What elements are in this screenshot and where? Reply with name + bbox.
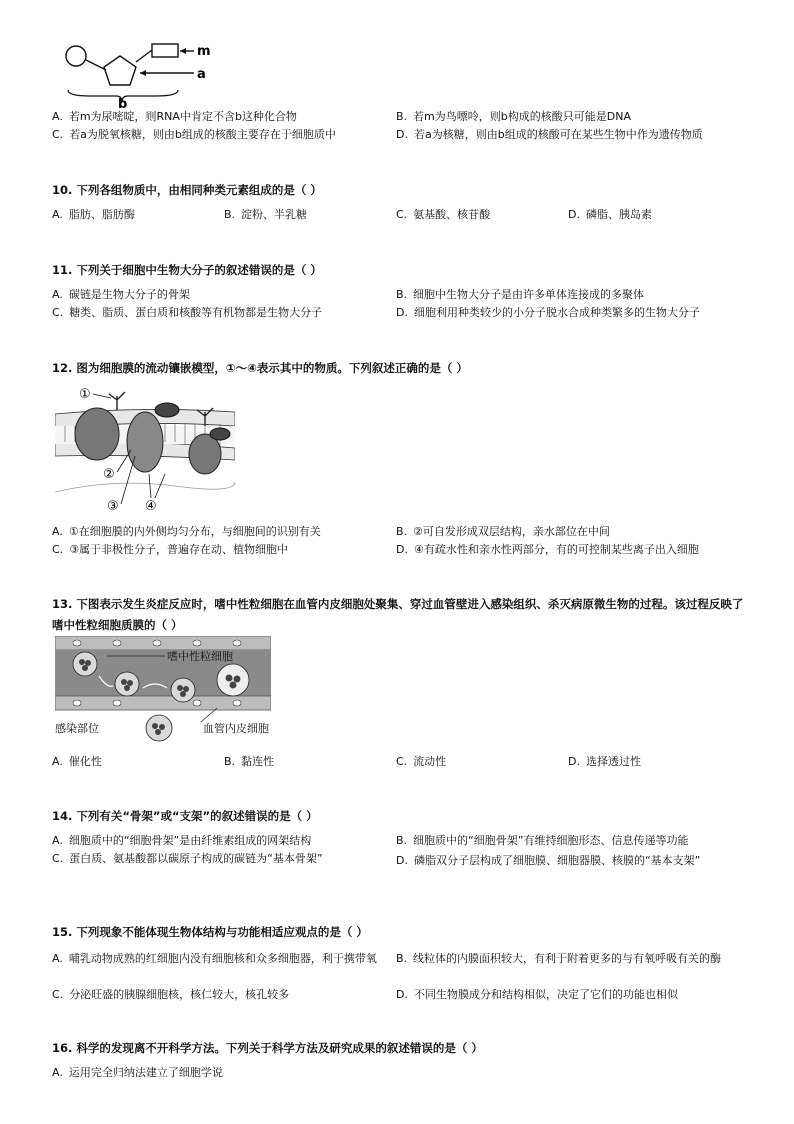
label-1: ① [79, 387, 91, 402]
option-label: B. [224, 755, 236, 768]
q13-option-d[interactable] [568, 755, 641, 769]
label-infection-site: 感染部位 [55, 722, 99, 735]
base-rect [152, 44, 178, 57]
label-b: b [118, 97, 128, 108]
option-text: 不同生物膜成分和结构相似，决定了它们的功能也相似 [413, 988, 678, 1001]
q11-option-b[interactable] [396, 288, 644, 302]
option-text: 磷脂、胰岛素 [585, 208, 652, 221]
option-text: ③属于非极性分子，普遍存在动、植物细胞中 [69, 543, 289, 556]
phosphate-circle [66, 46, 86, 66]
option-label: C. [396, 208, 408, 221]
q9-option-c[interactable] [52, 128, 336, 142]
option-text: ①在细胞膜的内外侧均匀分布，与细胞间的识别有关 [68, 525, 321, 538]
option-label: B. [396, 952, 408, 965]
option-label: A. [52, 110, 63, 123]
option-label: B. [396, 525, 408, 538]
option-label: D. [396, 854, 408, 867]
option-text: 分泌旺盛的胰腺细胞核，核仁较大，核孔较多 [69, 988, 290, 1001]
q10-option-d[interactable] [568, 208, 652, 222]
option-label: B. [396, 288, 408, 301]
label-2: ② [103, 467, 115, 482]
option-label: A. [52, 208, 63, 221]
q10-title: 10. 下列各组物质中，由相同种类元素组成的是（ ） [52, 183, 322, 197]
q15-option-a[interactable] [52, 950, 387, 968]
q16-title: 16. 科学的发现离不开科学方法。下列关于科学方法及研究成果的叙述错误的是（ ） [52, 1041, 483, 1055]
option-label: B. [224, 208, 236, 221]
q13-option-c[interactable] [396, 755, 446, 769]
q9-option-b[interactable] [396, 110, 631, 124]
option-label: A. [52, 525, 63, 538]
option-text: 若m为尿嘧啶，则RNA中肯定不含b这种化合物 [68, 110, 297, 123]
option-text: 磷脂双分子层构成了细胞膜、细胞器膜、核膜的“基本支架” [413, 854, 701, 867]
protein-1 [75, 408, 119, 460]
option-text: ④有疏水性和亲水性两部分，有的可控制某些离子出入细胞 [413, 543, 699, 556]
option-label: B. [396, 110, 408, 123]
q12-option-d[interactable] [396, 543, 699, 557]
option-text: 哺乳动物成熟的红细胞内没有细胞核和众多细胞器，利于携带氧 [68, 952, 377, 965]
q12-title: 12. 图为细胞膜的流动镶嵌模型，①～④表示其中的物质。下列叙述正确的是（ ） [52, 361, 468, 375]
membrane-svg [55, 382, 235, 518]
q12-option-b[interactable] [396, 525, 610, 539]
option-text: 若m为鸟嘌呤，则b构成的核酸只可能是DNA [413, 110, 631, 123]
option-text: 淀粉、半乳糖 [241, 208, 308, 221]
option-label: C. [52, 988, 64, 1001]
q12-option-c[interactable] [52, 543, 288, 557]
q15-title: 15. 下列现象不能体现生物体结构与功能相适应观点的是（ ） [52, 925, 368, 939]
option-text: 流动性 [413, 755, 447, 768]
q10-option-c[interactable] [396, 208, 490, 222]
q10-option-a[interactable] [52, 208, 135, 222]
option-label: A. [52, 952, 63, 965]
q16-option-a[interactable] [52, 1066, 223, 1080]
blood-vessel-diagram [55, 636, 271, 744]
option-text: 细胞中生物大分子是由许多单体连接成的多聚体 [413, 288, 645, 301]
q11-option-c[interactable] [52, 306, 322, 320]
label-a: a [197, 67, 206, 82]
option-text: 黏连性 [241, 755, 275, 768]
option-label: A. [52, 288, 63, 301]
option-text: 糖类、脂质、蛋白质和核酸等有机物都是生物大分子 [69, 306, 323, 319]
q13-title: 13. 下图表示发生炎症反应时，嗜中性粒细胞在血管内皮细胞处聚集、穿过血管壁进入感染组织、杀灭病原微生物的过程。该过程反映了嗜中性粒细胞质膜的（ ） [52, 597, 744, 632]
q9-option-a[interactable] [52, 110, 297, 124]
label-3: ③ [107, 499, 119, 514]
option-label: D. [396, 988, 408, 1001]
q15-option-c[interactable] [52, 988, 289, 1002]
q13-option-a[interactable] [52, 755, 102, 769]
option-text: 脂肪、脂肪酶 [68, 208, 135, 221]
q11-title: 11. 下列关于细胞中生物大分子的叙述错误的是（ ） [52, 263, 322, 277]
q14-title: 14. 下列有关“骨架”或“支架”的叙述错误的是（ ） [52, 809, 318, 823]
option-label: A. [52, 755, 63, 768]
q14-option-b[interactable] [396, 834, 688, 848]
q9-option-d[interactable] [396, 128, 703, 142]
option-label: A. [52, 834, 63, 847]
pentose-pentagon [104, 56, 136, 85]
q11-option-a[interactable] [52, 288, 190, 302]
protein-2 [127, 412, 163, 472]
q14-option-d[interactable] [396, 852, 731, 870]
label-neutrophil: 嗜中性粒细胞 [167, 650, 233, 663]
option-text: 若a为核糖，则由b组成的核酸可在某些生物中作为遗传物质 [413, 128, 703, 141]
q11-option-d[interactable] [396, 306, 700, 320]
label-4: ④ [145, 499, 157, 514]
option-label: C. [52, 543, 64, 556]
option-label: D. [568, 755, 580, 768]
option-text: 选择透过性 [585, 755, 641, 768]
option-label: D. [396, 128, 408, 141]
option-label: C. [396, 755, 408, 768]
q15-option-b[interactable] [396, 950, 731, 968]
label-m: m [197, 44, 211, 59]
option-text: 细胞利用种类较少的小分子脱水合成种类繁多的生物大分子 [413, 306, 700, 319]
option-text: 碳链是生物大分子的骨架 [68, 288, 190, 301]
nucleotide-svg [60, 40, 230, 108]
q10-option-b[interactable] [224, 208, 307, 222]
q14-option-a[interactable] [52, 834, 311, 848]
membrane-diagram [55, 382, 235, 518]
option-label: D. [568, 208, 580, 221]
nucleotide-diagram [60, 40, 230, 108]
blood-vessel-svg [55, 636, 271, 744]
option-text: ②可自发形成双层结构，亲水部位在中间 [413, 525, 610, 538]
q12-option-a[interactable] [52, 525, 321, 539]
option-label: B. [396, 834, 408, 847]
option-text: 催化性 [68, 755, 102, 768]
label-endothelial-cell: 血管内皮细胞 [203, 722, 269, 735]
q13-option-b[interactable] [224, 755, 274, 769]
option-label: C. [52, 128, 64, 141]
option-label: C. [52, 852, 64, 865]
option-text: 线粒体的内膜面积较大，有利于附着更多的与有氧呼吸有关的酶 [413, 952, 722, 965]
option-label: D. [396, 543, 408, 556]
option-text: 运用完全归纳法建立了细胞学说 [68, 1066, 223, 1079]
option-text: 若a为脱氧核糖，则由b组成的核酸主要存在于细胞质中 [69, 128, 336, 141]
option-text: 氨基酸、核苷酸 [413, 208, 491, 221]
q14-option-c[interactable] [52, 852, 323, 866]
option-label: A. [52, 1066, 63, 1079]
option-label: D. [396, 306, 408, 319]
option-text: 细胞质中的“细胞骨架”是由纤维素组成的网架结构 [68, 834, 312, 847]
option-label: C. [52, 306, 64, 319]
q15-option-d[interactable] [396, 988, 678, 1002]
option-text: 细胞质中的“细胞骨架”有维持细胞形态、信息传递等功能 [413, 834, 689, 847]
option-text: 蛋白质、氨基酸都以碳原子构成的碳链为“基本骨架” [69, 852, 323, 865]
